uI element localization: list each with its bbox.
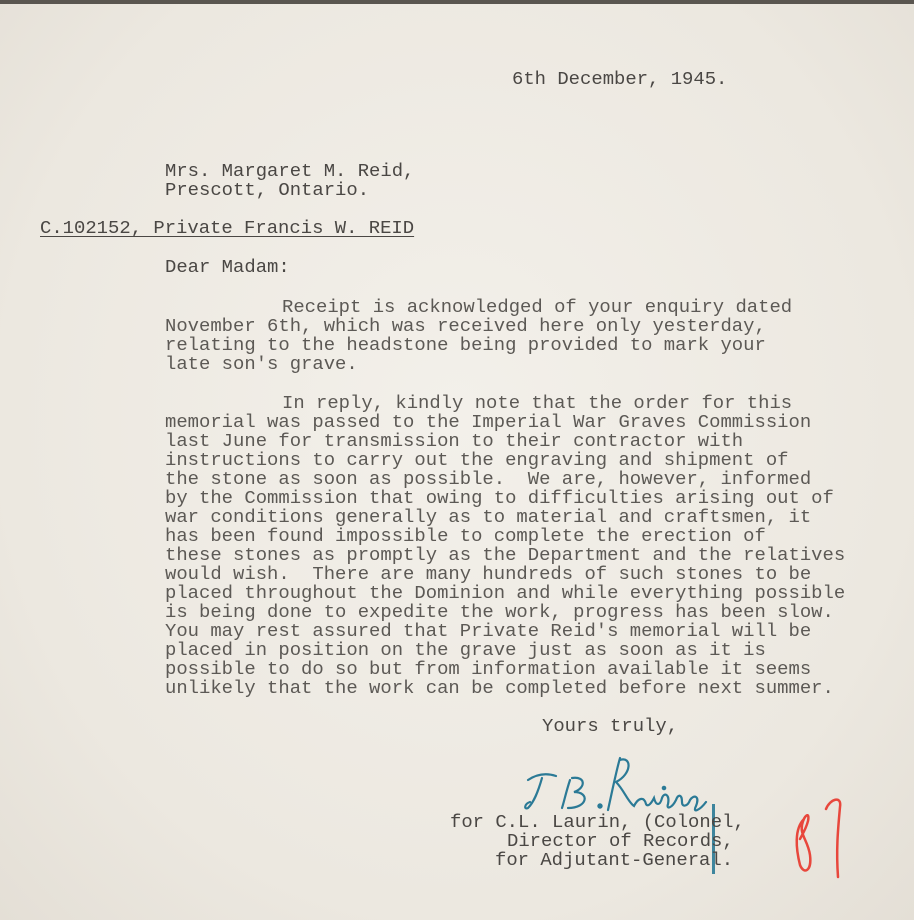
handwritten-annotation-87	[790, 789, 850, 879]
signature-line-3: for Adjutant-General.	[495, 849, 734, 871]
paragraph2-line: war conditions generally as to material and craftsmen, it	[165, 506, 812, 528]
letter-page	[0, 4, 914, 920]
paragraph2-line: has been found impossible to complete the erection of	[165, 525, 766, 547]
paragraph1-line: November 6th, which was received here only yesterday,	[165, 315, 766, 337]
paragraph1-line: Receipt is acknowledged of your enquiry dated	[282, 296, 793, 318]
paragraph2-line: last June for transmission to their contractor with	[165, 430, 744, 452]
paragraph2-line: is being done to expedite the work, progress has been slow.	[165, 601, 834, 623]
paragraph2-line: placed in position on the grave just as soon as it is	[165, 639, 766, 661]
paragraph2-line: unlikely that the work can be completed before next summer.	[165, 677, 834, 699]
recipient-name: Mrs. Margaret M. Reid,	[165, 160, 415, 182]
signature-line-1: for C.L. Laurin, (Colonel,	[450, 811, 745, 833]
paragraph2-line: the stone as soon as possible. We are, however, informed	[165, 468, 812, 490]
paragraph2-line: instructions to carry out the engraving and shipment of	[165, 449, 789, 471]
paragraph2-line: possible to do so but from information available it seems	[165, 658, 812, 680]
recipient-address: Prescott, Ontario.	[165, 179, 370, 201]
paragraph2-line: by the Commission that owing to difficulties arising out of	[165, 487, 834, 509]
paragraph2-line: placed throughout the Dominion and while everything possible	[165, 582, 846, 604]
salutation: Dear Madam:	[165, 256, 290, 278]
letter-date: 6th December, 1945.	[512, 68, 728, 90]
closing: Yours truly,	[542, 715, 679, 737]
paragraph2-line: You may rest assured that Private Reid's memorial will be	[165, 620, 812, 642]
signature-line-2: Director of Records,	[507, 830, 734, 852]
paragraph2-line: these stones as promptly as the Department and the relatives	[165, 544, 846, 566]
reference-line: C.102152, Private Francis W. REID	[40, 217, 415, 239]
paragraph1-line: relating to the headstone being provided to mark your	[165, 334, 766, 356]
paragraph1-line: late son's grave.	[165, 353, 358, 375]
paragraph2-line: memorial was passed to the Imperial War Graves Commission	[165, 411, 812, 433]
paragraph2-line: In reply, kindly note that the order for this	[282, 392, 793, 414]
paragraph2-line: would wish. There are many hundreds of such stones to be	[165, 563, 812, 585]
